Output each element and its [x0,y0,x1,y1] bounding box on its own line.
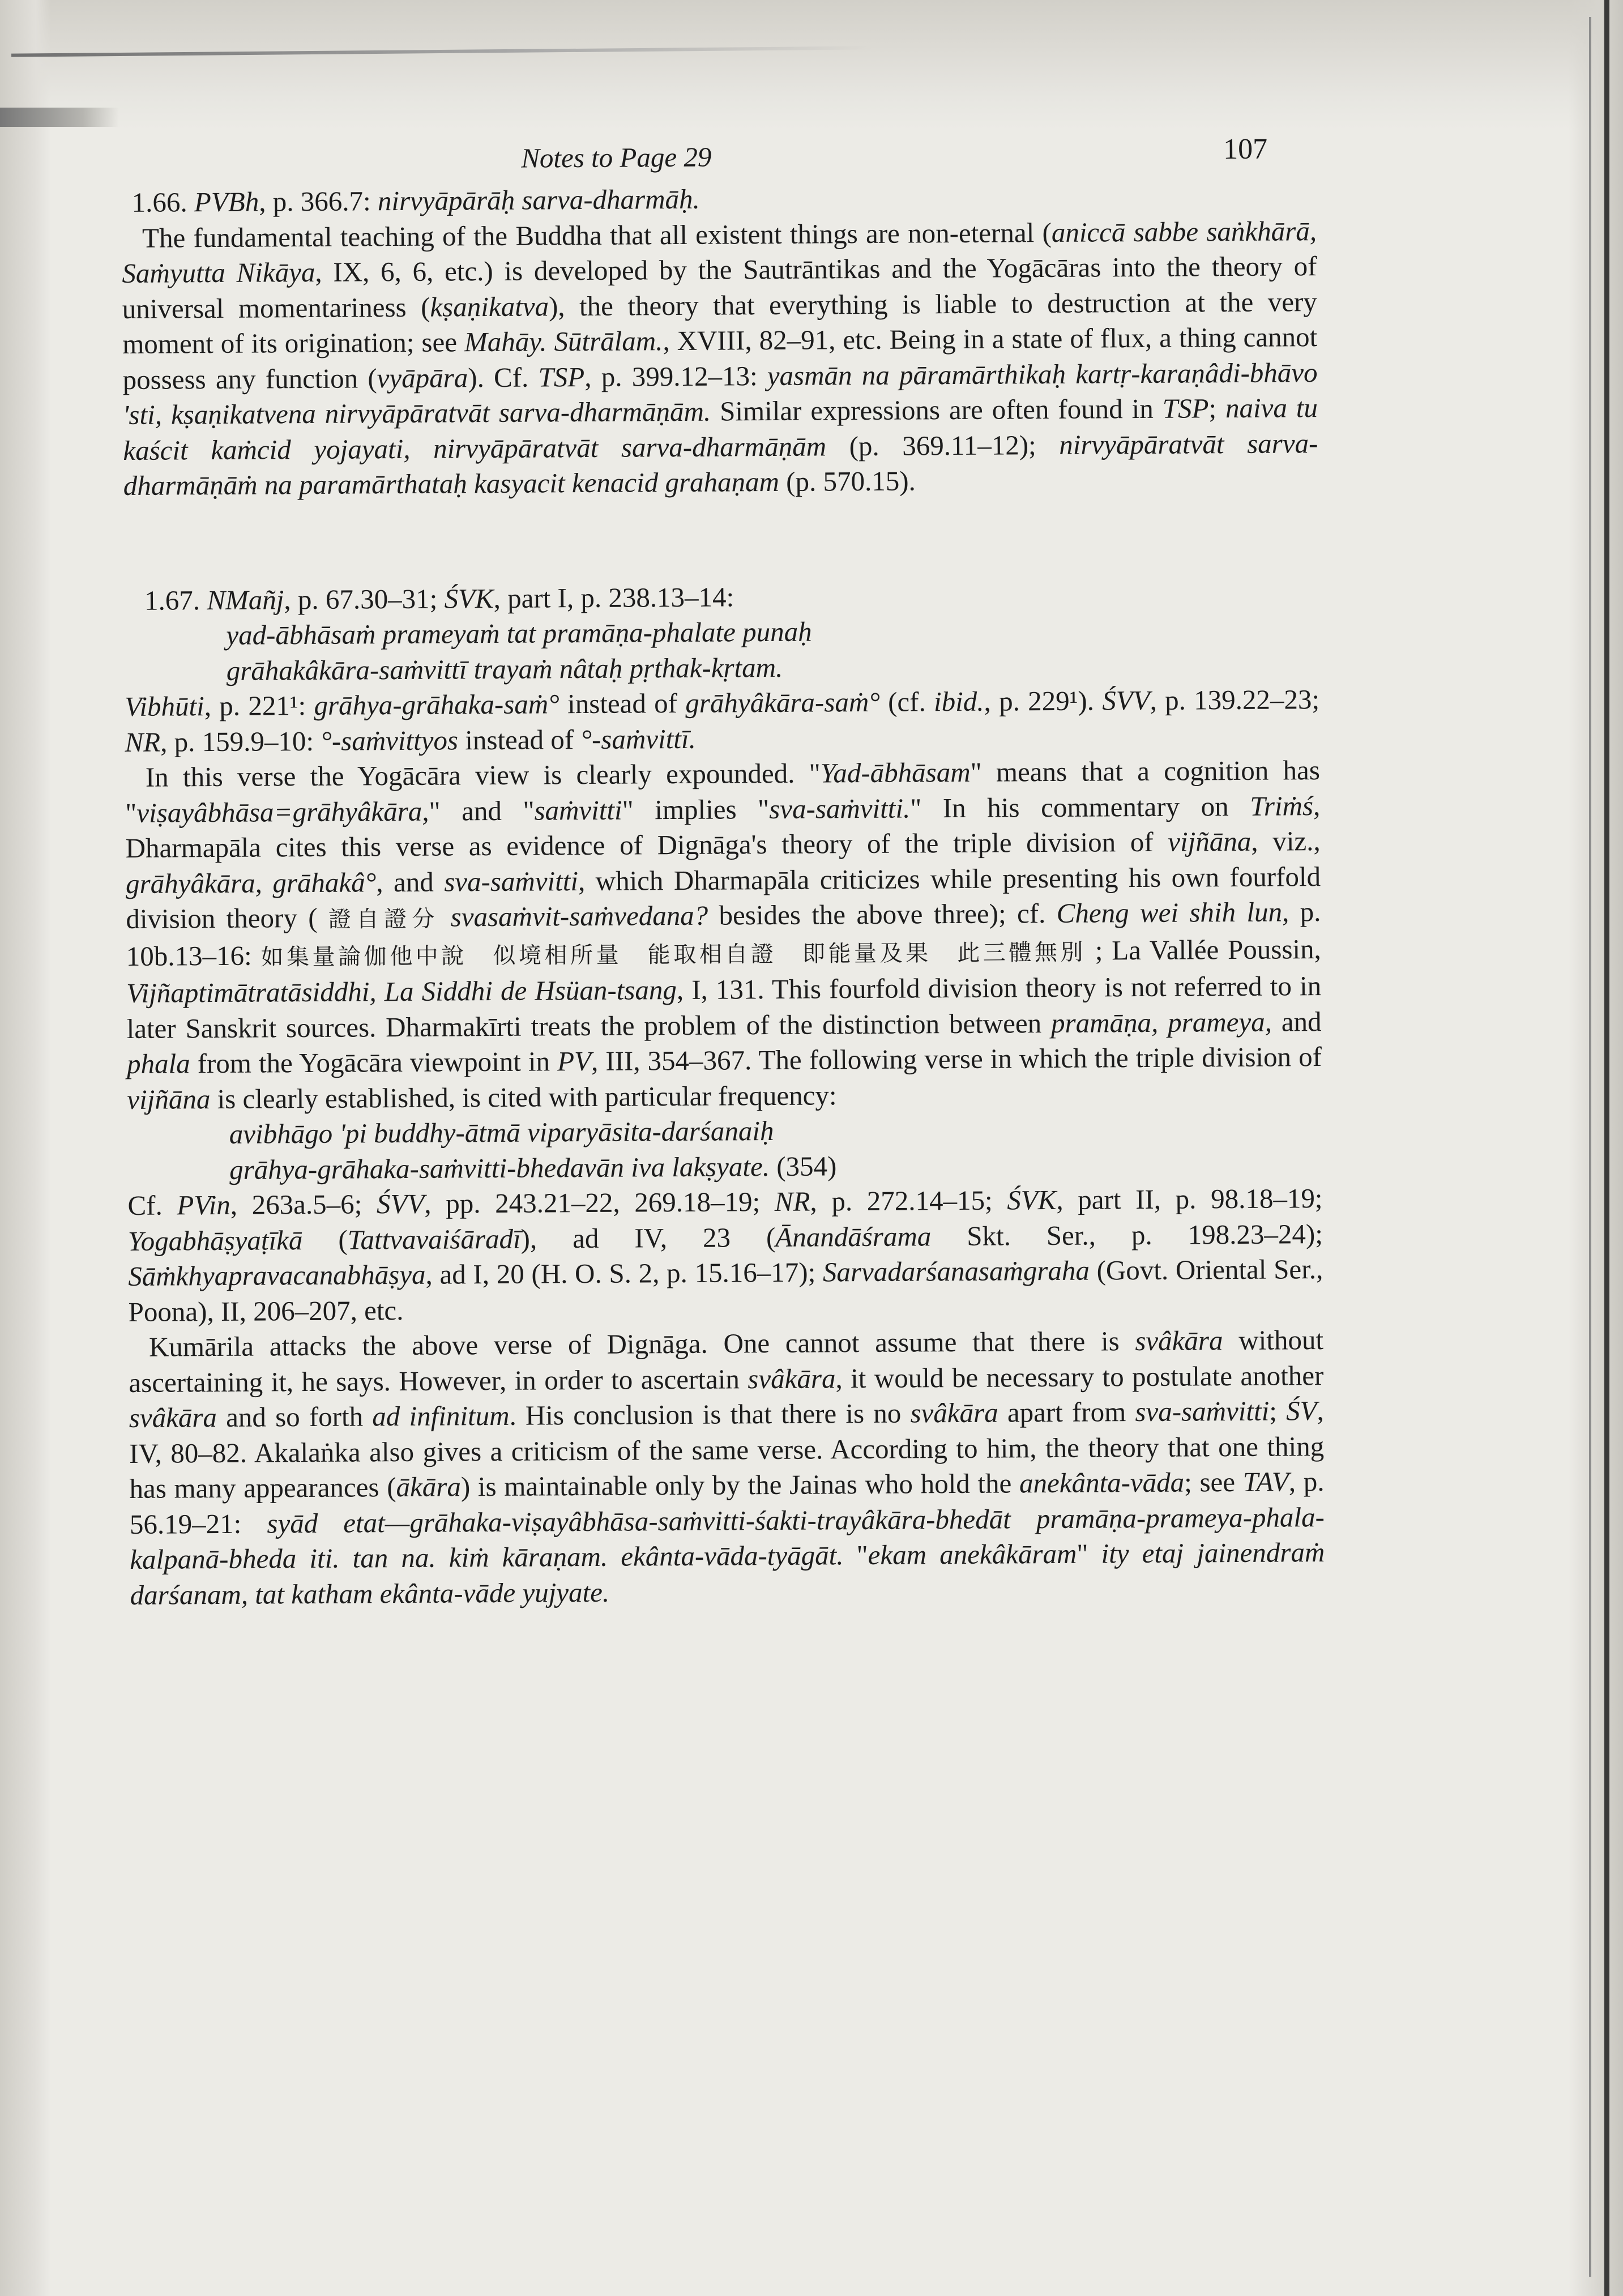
cjk-text: 如集量論伽他中說 似境相所量 能取相自證 即能量及果 此三體無別 [260,939,1087,971]
verse-number: (354) [769,1150,837,1182]
note-paragraph: In this verse the Yogācāra view is clearly expounded. "Yad-ābhāsam" means that a cognition has "viṣayâbhāsa=grāhyâkāra," and "saṁvitti" implies "sva-saṁvitti." In his commentary on Triṁś, Dharmapāla cites this verse as evidence of Dignāga's theory of the triple division of vijñāna, viz., grāhyâkāra, grāhakâ°, and sva-saṁvitti, which Dharmapāla criticizes while presenting his own fourfold division theory ( 證自證分 svasaṁvit-saṁvedana? besides the above three); cf. Cheng wei shih lun, p. 10b.13–16: 如集量論伽他中說 似境相所量 能取相自證 即能量及果 此三體無別 ; La Vallée Poussin, Vijñaptimātratāsiddhi, La Siddhi de Hsüan-tsang, I, 131. This fourfold division theory is not referred to in later Sanskrit sources. Dharmakīrti treats the problem of the distinction between pramāṇa, prameya, and phala from the Yogācāra viewpoint in PV, III, 354–367. The following verse in which the triple division of vijñāna is clearly established, is cited with particular frequency: [125,754,1322,1115]
note-label: 1.66. [131,186,187,218]
scan-binding-line [1589,17,1591,2277]
scan-shadow-top [0,0,1623,130]
note-paragraph: Vibhūti, p. 221¹: grāhya-grāhaka-saṁ° instead of grāhyâkāra-saṁ° (cf. ibid., p. 229¹). ŚVV, p. 139.22–23; NR, p. 159.9–10: °-saṁvittyos instead of °-saṁvittī. [124,684,1320,758]
verse-line: yad-ābhāsaṁ prameyaṁ tat pramāṇa-phalate punaḥ [226,616,812,651]
note-paragraph: Kumārila attacks the above verse of Dignāga. One cannot assume that there is svâkāra without ascertaining it, he says. However, in order to ascertain svâkāra, it would be necessary to postulate another svâkāra and so forth ad infinitum. His conclusion is that there is no svâkāra apart from sva-saṁvitti; ŚV, IV, 80–82. Akalaṅka also gives a criticism of the same verse. According to him, the theory that one thing has many appearances (ākāra) is maintainable only by the Jainas who hold the anekânta-vāda; see TAV, p. 56.19–21: syād etat—grāhaka-viṣayâbhāsa-saṁvitti-śakti-trayâkāra-bhedāt pramāṇa-prameya-phala-kalpanā-bheda iti. tan na. kiṁ kāraṇam. ekânta-vāda-tyāgāt. "ekam anekâkāram" ity etaj jainendraṁ darśanam, tat katham ekânta-vāde yujyate. [129,1324,1325,1611]
note-paragraph: Cf. PVin, 263a.5–6; ŚVV, pp. 243.21–22, 269.18–19; NR, p. 272.14–15; ŚVK, part II, p. 98.18–19; Yogabhāṣyaṭīkā (Tattvavaiśāradī), ad IV, 23 (Ānandāśrama Skt. Ser., p. 198.23–24); Sāṁkhyapravacanabhāṣya, ad I, 20 (H. O. S. 2, p. 15.16–17); Sarvadarśanasaṁgraha (Govt. Oriental Ser., Poona), II, 206–207, etc. [127,1183,1323,1328]
verse-line: avibhāgo 'pi buddhy-ātmā viparyāsita-darśanaiḥ [229,1115,774,1150]
note-label: 1.67. [144,584,200,616]
book-page [121,131,1325,1613]
page-header [121,131,1316,185]
verse-line: grāhakâkāra-saṁvittī trayaṁ nâtaḥ pṛthak-kṛtam. [226,651,783,686]
note-1-66 [122,178,1318,503]
note-1-67 [124,576,1325,1613]
note-heading: 1.67. NMañj, p. 67.30–31; ŚVK, part I, p. 238.13–14: [144,581,734,616]
scan-page-edge [1604,0,1609,2296]
verse-line: grāhya-grāhaka-saṁvitti-bhedavān iva lakṣyate. (354) [229,1150,837,1185]
page-number: 107 [1223,133,1268,166]
running-head: Notes to Page 29 [521,141,712,174]
scan-smudge [0,108,119,127]
note-heading: 1.66. PVBh, p. 366.7: nirvyāpārāḥ sarva-dharmāḥ. [131,183,700,218]
note-paragraph: The fundamental teaching of the Buddha that all existent things are non-eternal (aniccā sabbe saṅkhārā, Saṁyutta Nikāya, IX, 6, 6, etc.) is developed by the Sautrāntikas and the Yogācāras into the theory of universal momentariness (kṣaṇikatva), the theory that everything is liable to destruction at the very moment of its origination; see Mahāy. Sūtrālam., XVIII, 82–91, etc. Being in a state of flux, a thing cannot possess any function (vyāpāra). Cf. TSP, p. 399.12–13: yasmān na pāramārthikaḥ kartṛ-karaṇâdi-bhāvo 'sti, kṣaṇikatvena nirvyāpāratvāt sarva-dharmāṇām. Similar expressions are often found in TSP; naiva tu kaścit kaṁcid yojayati, nirvyāpāratvāt sarva-dharmāṇām (p. 369.11–12); nirvyāpāratvāt sarva-dharmāṇāṁ na paramārthataḥ kasyacit kenacid grahaṇam (p. 570.15). [122,215,1318,501]
cjk-text: 證自證分 [328,906,440,933]
scan-shadow-right [1569,0,1623,2296]
scan-shadow-left [0,0,51,2296]
